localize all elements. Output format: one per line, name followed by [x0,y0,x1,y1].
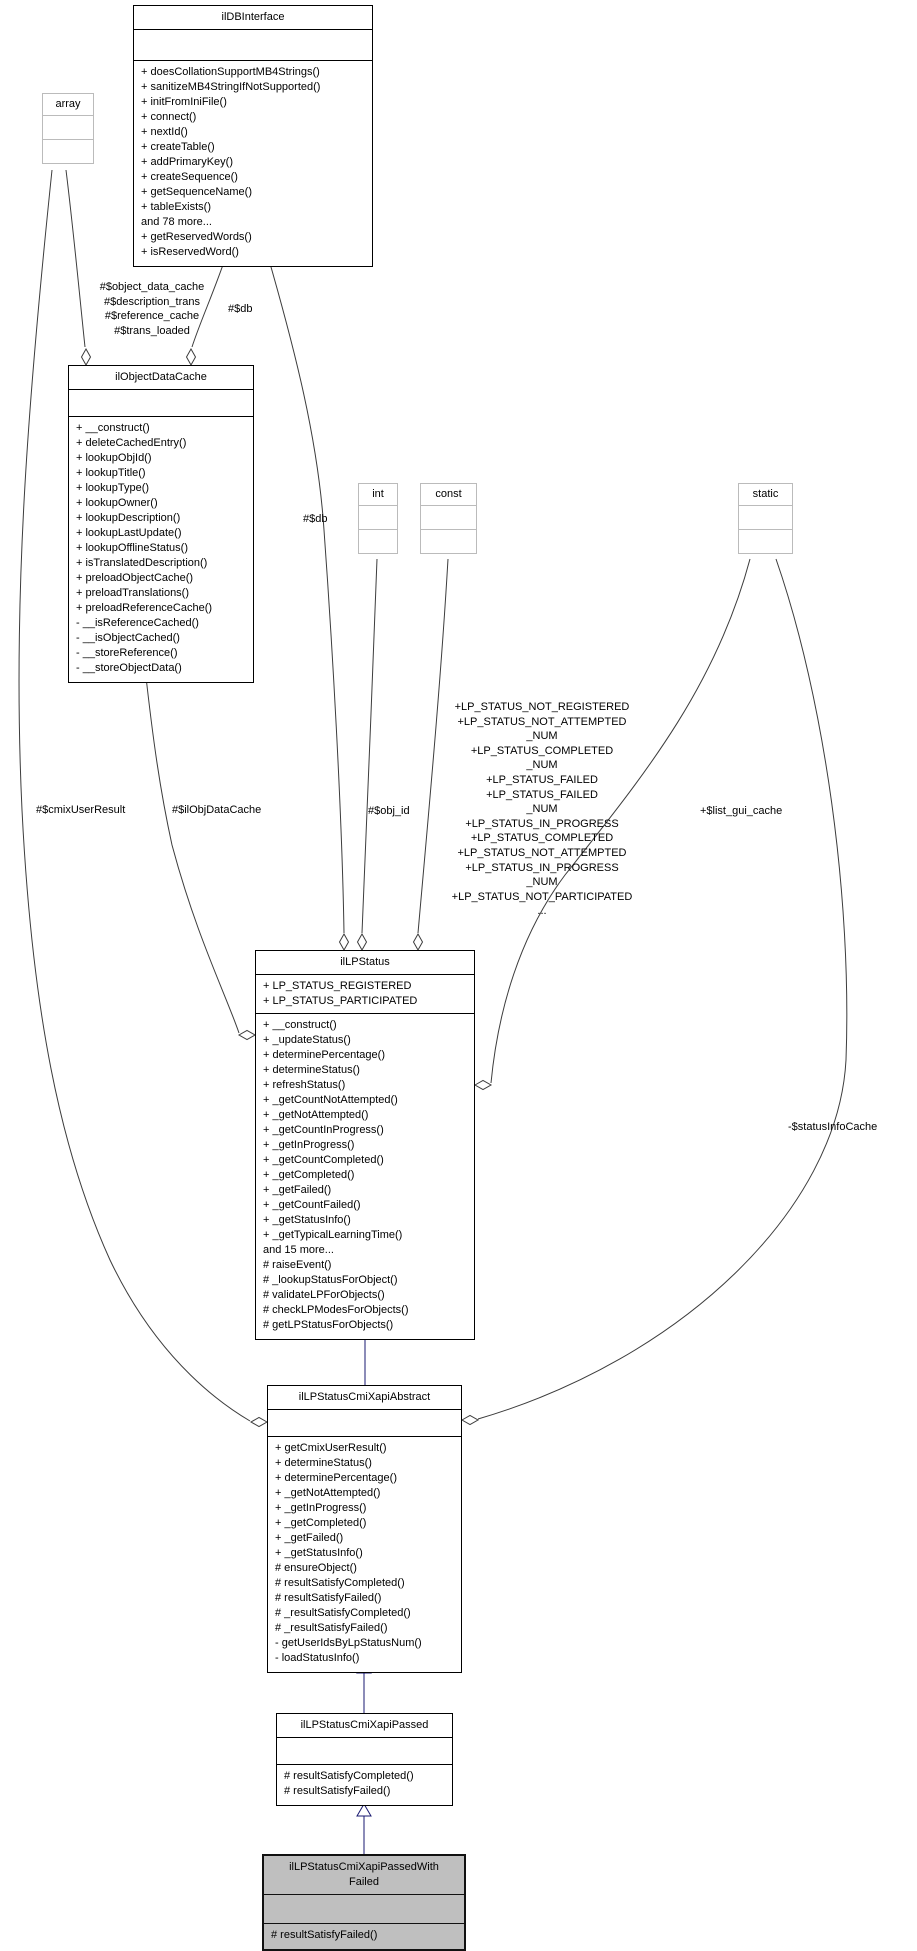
text-line: ilLPStatusCmiXapiPassedWith [289,1861,439,1873]
text-line: +LP_STATUS_NOT_PARTICIPATED [451,890,633,903]
text-line: + preloadObjectCache() [76,572,194,584]
aggregation-diamond [239,1031,255,1040]
aggregation-diamond [414,934,423,950]
text-line: + _updateStatus() [263,1034,351,1046]
empty-compartment [739,530,792,553]
text-line: + _getStatusInfo() [275,1547,363,1559]
text-line: + lookupOfflineStatus() [76,542,188,554]
text-line: + LP_STATUS_PARTICIPATED [263,995,418,1007]
text-line: #$trans_loaded [114,324,190,337]
text-line: + sanitizeMB4StringIfNotSupported() [141,81,321,93]
aggregation-diamond [251,1418,267,1427]
text-line: + _getTypicalLearningTime() [263,1229,403,1241]
text-line: + determineStatus() [263,1064,360,1076]
class-illpstatus[interactable] [255,950,475,1340]
edge-label-cmixuserresult: #$cmixUserResult [36,804,126,816]
text-line: - __storeObjectData() [76,662,182,674]
text-line: # resultSatisfyCompleted() [275,1577,405,1589]
text-line: +LP_STATUS_COMPLETED [470,744,614,757]
text-line: + determinePercentage() [263,1049,385,1061]
text-line: # resultSatisfyFailed() [284,1785,391,1797]
text-line: +LP_STATUS_NOT_ATTEMPTED [457,715,627,728]
aggregation-diamond [358,934,367,950]
text-line: - getUserIdsByLpStatusNum() [275,1637,422,1649]
text-line: + initFromIniFile() [141,96,227,108]
class-methods [277,1765,452,1805]
text-line: + determinePercentage() [275,1472,397,1484]
text-line: +LP_STATUS_NOT_REGISTERED [454,701,630,713]
text-line: # raiseEvent() [263,1259,332,1271]
class-attributes [264,1895,464,1924]
empty-compartment [359,530,397,553]
text-line: +LP_STATUS_IN_PROGRESS [465,817,619,830]
text-line: - __storeReference() [76,647,178,659]
text-line: # ensureObject() [275,1562,357,1574]
class-static [738,483,793,554]
text-line: + __construct() [263,1019,337,1031]
text-line: + isReservedWord() [141,246,239,258]
text-line: + lookupType() [76,482,150,494]
text-line: + _getFailed() [275,1532,344,1544]
class-methods [268,1437,461,1672]
empty-compartment [43,116,93,140]
aggregation-diamond [475,1081,491,1090]
text-line: _NUM [526,876,558,889]
edge-label-db-lpstatus: #$db [303,513,328,525]
class-ildbinterface[interactable] [133,5,373,267]
text-line: +LP_STATUS_COMPLETED [470,832,614,845]
text-line: # resultSatisfyCompleted() [284,1770,414,1782]
text-line: _NUM [526,730,558,743]
text-line: + createSequence() [141,171,238,183]
text-line: - loadStatusInfo() [275,1652,360,1664]
text-line: + preloadTranslations() [76,587,190,599]
aggregation-diamond [340,934,349,950]
class-attributes [268,1410,461,1437]
class-attributes [256,975,474,1014]
text-line: + getReservedWords() [141,231,252,243]
text-line: +LP_STATUS_FAILED [486,773,598,786]
text-line: # resultSatisfyFailed() [271,1929,378,1941]
edge-array-to-cmixapiabstract [19,170,253,1421]
text-line: ... [537,905,547,918]
class-illpstatuscmixapipassedwithfailed[interactable] [262,1854,466,1951]
edge-ildbinterface-to-illpstatus [267,253,344,933]
edge-label-statusinfocache: -$statusInfoCache [788,1121,878,1133]
text-line: + determineStatus() [275,1457,372,1469]
text-line: + _getCountNotAttempted() [263,1094,398,1106]
class-title: const [421,484,476,506]
empty-compartment [421,506,476,530]
class-attributes [277,1738,452,1765]
text-line: + _getInProgress() [263,1139,355,1151]
text-line: - __isReferenceCached() [76,617,199,629]
text-line: #$object_data_cache [99,281,205,293]
text-line: + lookupOwner() [76,497,158,509]
class-array [42,93,94,164]
aggregation-diamond [462,1416,478,1425]
empty-compartment [739,506,792,530]
class-methods [69,417,253,682]
class-attributes [69,390,253,417]
text-line: - __isObjectCached() [76,632,180,644]
text-line: + createTable() [141,141,215,153]
text-line: + lookupObjId() [76,452,152,464]
text-line: +LP_STATUS_FAILED [486,788,598,801]
text-line: Failed [349,1876,379,1888]
text-line: _NUM [526,803,558,816]
class-methods [256,1014,474,1339]
text-line: + _getCompleted() [275,1517,367,1529]
text-line: + _getCountInProgress() [263,1124,384,1136]
text-line: + deleteCachedEntry() [76,437,187,449]
edge-int-to-illpstatus [362,559,377,933]
text-line: +LP_STATUS_NOT_ATTEMPTED [457,846,627,859]
class-methods [264,1924,464,1949]
class-illpstatuscmixapiabstract[interactable] [267,1385,462,1673]
text-line: + preloadReferenceCache() [76,602,213,614]
edge-ilobjectdatacache-to-illpstatus [145,668,239,1033]
text-line: # _resultSatisfyFailed() [275,1622,388,1634]
edge-label-listguicache: +$list_gui_cache [700,805,783,817]
text-line: # _lookupStatusForObject() [263,1274,398,1286]
class-title: ilLPStatusCmiXapiAbstract [268,1386,461,1410]
class-ilobjectdatacache[interactable] [68,365,254,683]
class-title: array [43,94,93,116]
text-line: #$reference_cache [104,310,200,323]
edge-label-objid: #$obj_id [368,805,410,817]
text-line: #$description_trans [103,295,200,308]
class-methods [134,61,372,266]
text-line: + getCmixUserResult() [275,1442,387,1454]
edge-static-to-cmixapiabstract [478,559,847,1419]
text-line: + tableExists() [141,201,211,213]
class-title [264,1856,464,1895]
text-line: _NUM [526,759,558,772]
text-line: + __construct() [76,422,150,434]
text-line: + _getNotAttempted() [275,1487,381,1499]
class-attributes [134,30,372,61]
text-line: # resultSatisfyFailed() [275,1592,382,1604]
text-line: + addPrimaryKey() [141,156,234,168]
empty-compartment [359,506,397,530]
empty-compartment [421,530,476,553]
text-line: + lookupDescription() [76,512,181,524]
class-int [358,483,398,554]
text-line: + doesCollationSupportMB4Strings() [141,66,320,78]
class-const [420,483,477,554]
text-line: + _getNotAttempted() [263,1109,369,1121]
text-line: + LP_STATUS_REGISTERED [263,980,412,992]
text-line: +LP_STATUS_IN_PROGRESS [465,861,619,874]
class-title: int [359,484,397,506]
empty-compartment [43,140,93,163]
edge-label-array-members [62,280,242,338]
edge-label-db-objectdatacache: #$db [228,303,253,315]
edge-label-ilobjdatacache: #$ilObjDataCache [172,804,262,816]
text-line: + lookupTitle() [76,467,146,479]
text-line: + isTranslatedDescription() [76,557,208,569]
text-line: + _getStatusInfo() [263,1214,351,1226]
text-line: + nextId() [141,126,188,138]
text-line: + getSequenceName() [141,186,252,198]
aggregation-diamond [187,349,196,365]
text-line: + _getCountCompleted() [263,1154,384,1166]
class-title: ilLPStatusCmiXapiPassed [277,1714,452,1738]
text-line: + lookupLastUpdate() [76,527,182,539]
aggregation-diamond [82,349,91,365]
class-title: ilLPStatus [256,951,474,975]
text-line: + refreshStatus() [263,1079,346,1091]
text-line: # _resultSatisfyCompleted() [275,1607,411,1619]
edge-label-lpstatus-constants [438,700,646,919]
class-title: static [739,484,792,506]
class-title: ilObjectDataCache [69,366,253,390]
text-line: # checkLPModesForObjects() [263,1304,409,1316]
text-line: + _getInProgress() [275,1502,367,1514]
text-line: + _getCompleted() [263,1169,355,1181]
text-line: + _getCountFailed() [263,1199,361,1211]
text-line: and 15 more... [263,1244,334,1256]
text-line: # validateLPForObjects() [263,1289,385,1301]
class-illpstatuscmixapipassed[interactable] [276,1713,453,1806]
text-line: + connect() [141,111,197,123]
text-line: and 78 more... [141,216,212,228]
text-line: # getLPStatusForObjects() [263,1319,394,1331]
class-title: ilDBInterface [134,6,372,30]
text-line: + _getFailed() [263,1184,332,1196]
